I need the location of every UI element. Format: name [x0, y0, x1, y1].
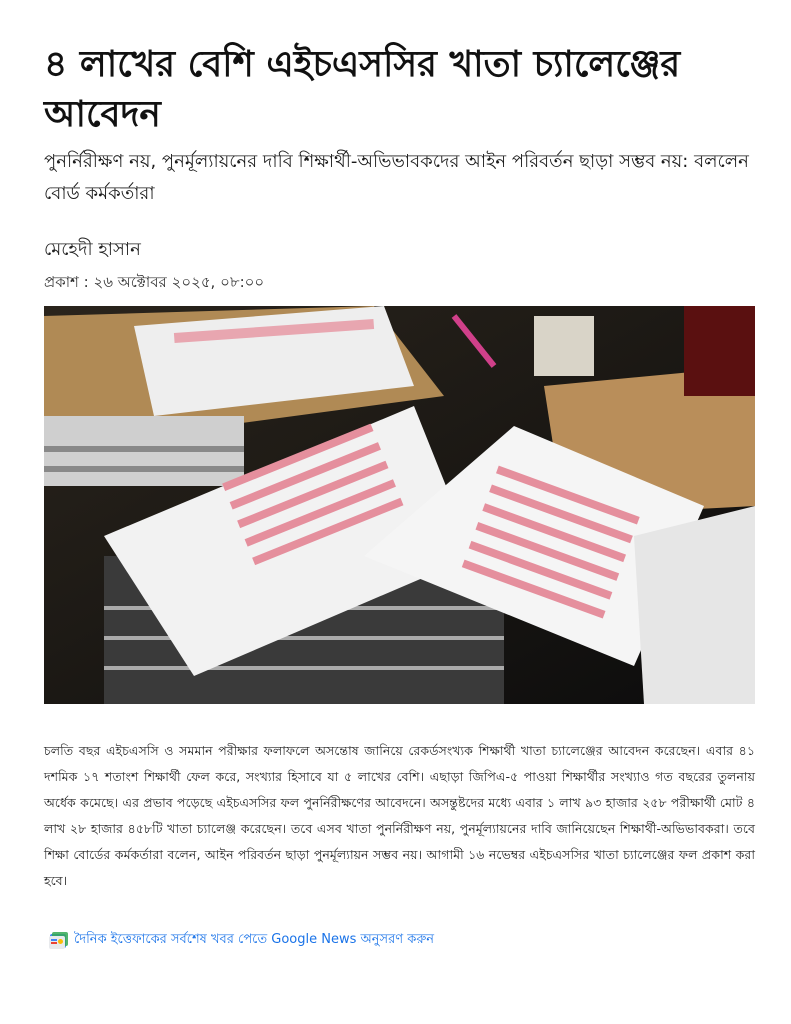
google-news-icon [48, 929, 70, 951]
published-date: প্রকাশ : ২৬ অক্টোবর ২০২৫, ০৮:০০ [44, 273, 265, 291]
author-name[interactable]: মেহেদী হাসান [44, 239, 141, 260]
follow-link-text[interactable]: দৈনিক ইত্তেফাকের সর্বশেষ খবর পেতে Google News অনুসরণ করুন [74, 931, 435, 947]
article-subheadline: পুনর্নিরীক্ষণ নয়, পুনর্মূল্যায়নের দাবি শিক্ষার্থী-অভিভাবকদের আইন পরিবর্তন ছাড়া সম্ভব নয়: বললেন বোর্ড কর্মকর্তারা [44, 151, 749, 204]
article-body: চলতি বছর এইচএসসি ও সমমান পরীক্ষার ফলাফলে অসন্তোষ জানিয়ে রেকর্ডসংখ্যক শিক্ষার্থী খাতা চ্যালেঞ্জের আবেদন করেছেন। এবার ৪১ দশমিক ১৭ শতাংশ শিক্ষার্থী ফেল করে, সংখ্যার হিসাবে যা ৫ লাখের বেশি। এছাড়া জিপিএ-৫ পাওয়া শিক্ষার্থীর সংখ্যাও গত বছরের তুলনায় অর্ধেক কমেছে। এর প্রভাব পড়েছে এইচএসসির ফল পুনর্নিরীক্ষণের আবেদনে। অসন্তুষ্টদের মধ্যে এবার ১ লাখ ৯৩ হাজার ২৫৮ পরীক্ষার্থী মোট ৪ লাখ ২৮ হাজার ৪৫৮টি খাতা চ্যালেঞ্জ করেছেন। তবে এসব খাতা পুনর্নিরীক্ষণ নয়, পুনর্মূল্যায়নের দাবি জানিয়েছেন শিক্ষার্থী-অভিভাবকরা। তবে শিক্ষা বোর্ডের কর্মকর্তারা বলেন, আইন পরিবর্তন ছাড়া পুনর্মূল্যায়ন সম্ভব নয়। আগামী ১৬ নভেম্বর এইচএসসির খাতা চ্যালেঞ্জের ফল প্রকাশ করা হবে। [44, 743, 755, 888]
exam-scripts-photo [44, 306, 755, 704]
google-news-follow-link[interactable] [48, 928, 434, 952]
article-headline: ৪ লাখের বেশি এইচএসসির খাতা চ্যালেঞ্জের আবেদন [44, 44, 681, 135]
article-photo [44, 306, 755, 704]
